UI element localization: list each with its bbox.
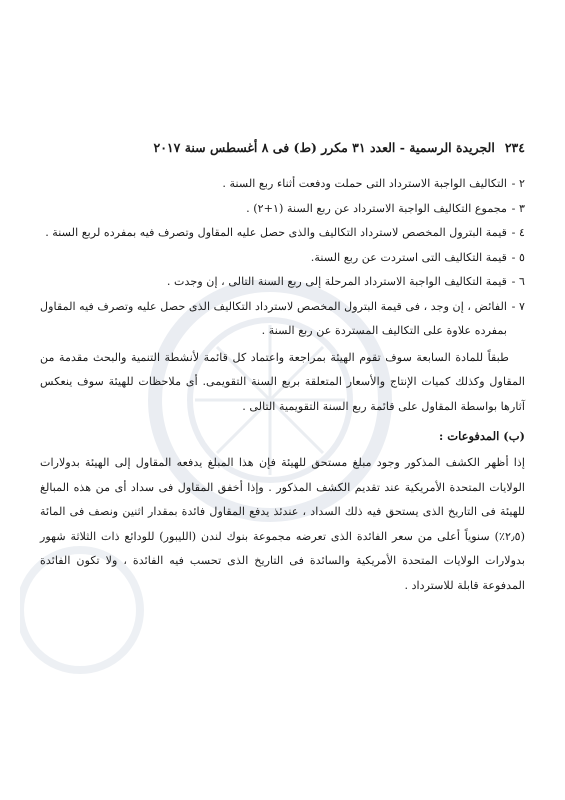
list-item [40, 246, 525, 271]
item-number: ٢ - [511, 177, 525, 190]
item-number: ٧ - [511, 299, 525, 313]
item-text: التكاليف الواجبة الاسترداد التى حملت ودفعت أثناء ربع السنة . [222, 177, 507, 190]
page-header [40, 140, 525, 155]
document-body [40, 172, 525, 598]
list-item [40, 270, 525, 295]
item-text: قيمة البترول المخصص لاسترداد التكاليف والذى حصل عليه المقاول وتصرف فيه بمفرده لربع السنة . [45, 226, 507, 239]
item-text: قيمة التكاليف الواجبة الاسترداد المرحلة إلى ربع السنة التالى ، إن وجدت . [166, 275, 507, 288]
page-number: ٢٣٤ [504, 140, 525, 155]
payments-paragraph: إذا أظهر الكشف المذكور وجود مبلغ مستحق للهيئة فإن هذا المبلغ يدفعه المقاول إلى الهيئة بدولارات الولايات المتحدة الأمريكية عند تقديم الكشف المذكور . وإذا أخفق المقاول فى سداد أى من هذه المبالغ للهيئة فى التاريخ الذى يستحق فيه ذلك السداد ، عندئذ يدفع المقاول فائدة بمقدار اثنين ونصف فى المائة (٢٫٥٪) سنوياً أعلى من سعر الفائدة الذى تعرضه مجموعة بنوك لندن (الليبور) للودائع ذات الثلاثة شهور بدولارات الولايات المتحدة الأمريكية والسائدة فى التاريخ الذى تحسب فيه الفائدة ، ولا تكون الفائدة المدفوعة قابلة للاسترداد . [40, 456, 525, 592]
item-number: ٣ - [511, 201, 525, 215]
item-text: قيمة التكاليف التى استردت عن ربع السنة. [310, 250, 507, 264]
list-item [40, 172, 525, 197]
gazette-title: الجريدة الرسمية - العدد ٣١ مكرر (ط) فى ٨ أغسطس سنة ٢٠١٧ [153, 140, 495, 155]
list-item [40, 295, 525, 344]
item-number: ٥ - [511, 250, 525, 264]
review-paragraph: طبقاً للمادة السابعة سوف تقوم الهيئة بمراجعة واعتماد كل قائمة لأنشطة التنمية والبحث مقدمة من المقاول وكذلك كميات الإنتاج والأسعار المتعلقة بربع السنة التقويمى. أى ملاحظات للهيئة سوف ينعكس آثارها بواسطة المقاول على قائمة ربع السنة التقويمية التالى . [40, 350, 525, 413]
item-number: ٦ - [511, 275, 525, 288]
item-text: الفائض ، إن وجد ، فى قيمة البترول المخصص لاسترداد التكاليف الذى حصل عليه وتصرف فيه المقاول بمفرده علاوة على التكاليف المستردة عن ربع السنة . [40, 299, 507, 337]
item-text: مجموع التكاليف الواجبة الاسترداد عن ربع السنة (١+٢) . [246, 201, 507, 215]
list-item [40, 197, 525, 222]
item-number: ٤ - [511, 226, 525, 239]
list-item [40, 221, 525, 246]
section-heading-payments: (ب) المدفوعات : [439, 429, 525, 443]
